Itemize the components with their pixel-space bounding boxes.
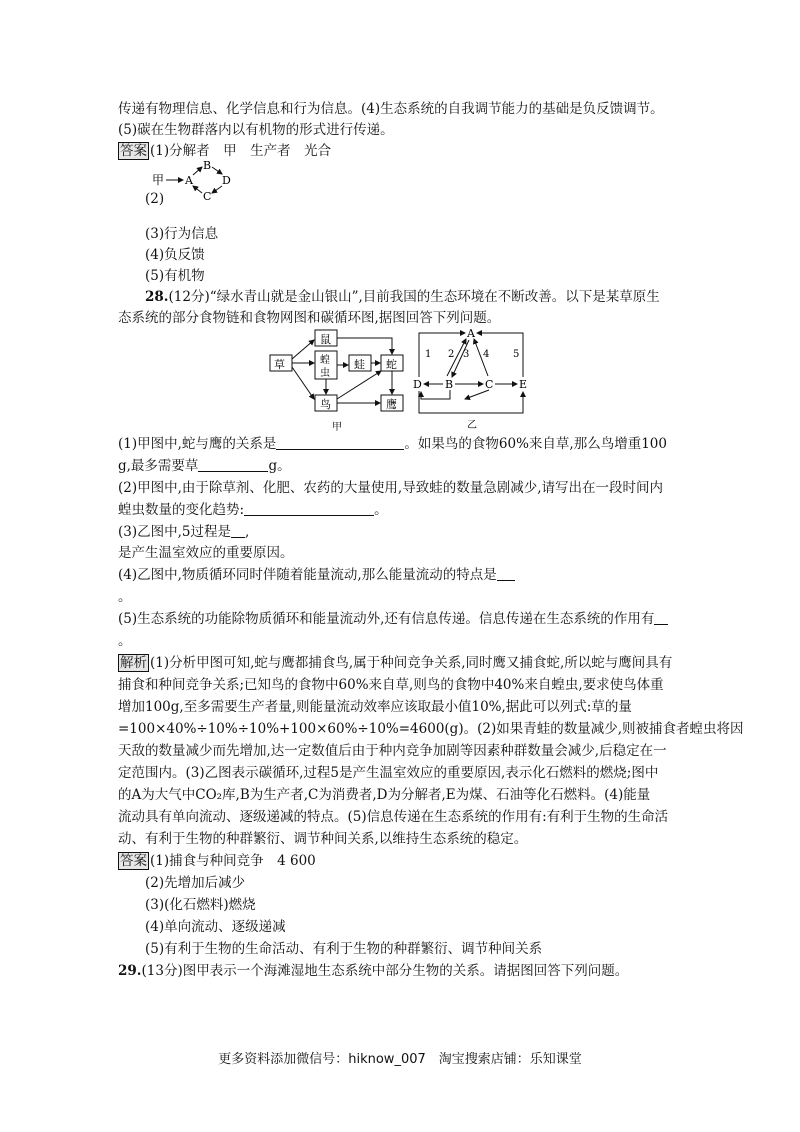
answer-diagram — [150, 160, 250, 208]
question-item: 是产生温室效应的重要原因。 — [118, 545, 294, 561]
text-line: 传递有物理信息、化学信息和行为信息。(4)生态系统的自我调节能力的基础是负反馈调节。 — [118, 101, 664, 117]
question-text: (1)甲图中,蛇与鹰的关系是 — [118, 436, 277, 452]
question-number: 29. — [118, 963, 142, 979]
carbon-e: E — [519, 378, 528, 391]
carbon-process-4: 4 — [483, 349, 490, 360]
answer-blank[interactable] — [276, 435, 404, 450]
food-web-frog: 蛙 — [354, 358, 365, 371]
food-web-caption: 甲 — [332, 422, 342, 433]
analysis-tag: 解析 — [120, 655, 147, 671]
diagram-label: A — [185, 174, 193, 187]
question-text: (3)乙图中,5过程是 — [118, 524, 232, 540]
analysis-line: 增加100g,至多需要生产者量,则能量流动效率应该取最小值10%,据此可以列式:草的量 — [118, 699, 632, 715]
answer-line: (4)单向流动、逐级递减 — [145, 919, 286, 935]
answer-line: (2)先增加后减少 — [145, 875, 246, 891]
food-web-mouse: 鼠 — [320, 333, 331, 346]
analysis-line: =100×40%÷10%÷10%+100×60%÷10%=4600(g)。(2)如果青蛙的数量减少,则被捕食者蝗虫将因 — [118, 721, 744, 737]
question-text: (12分)“绿水青山就是金山银山”,目前我国的生态环境在不断改善。以下是某草原生 — [168, 289, 660, 305]
carbon-d: D — [413, 378, 422, 391]
analysis-line: 定范围内。(3)乙图表示碳循环,过程5是产生温室效应的重要原因,表示化石燃料的燃烧;图中 — [118, 765, 659, 781]
question-item — [118, 565, 515, 585]
analysis-line: 捕食和种间竞争关系;已知鸟的食物中60%来自草,则鸟的食物中40%来自蝗虫,要求使鸟体重 — [118, 677, 664, 693]
carbon-process-3: 3 — [463, 349, 470, 360]
question-intro: 态系统的部分食物链和食物网图和碳循环图,据图回答下列问题。 — [118, 310, 501, 326]
carbon-a: A — [467, 327, 475, 340]
question-item — [118, 609, 668, 629]
text-line: (5)碳在生物群落内以有机物的形式进行传递。 — [118, 122, 394, 138]
analysis-text: (1)分析甲图可知,蛇与鹰都捕食鸟,属于种间竞争关系,同时鹰又捕食蛇,所以蛇与鹰间具有 — [150, 655, 673, 671]
food-web-diagram — [265, 325, 410, 435]
question-text: 。 — [374, 502, 388, 518]
carbon-process-1: 1 — [425, 349, 432, 360]
question-item: 。 — [118, 589, 132, 605]
carbon-c: C — [485, 378, 494, 391]
diagram-label: 甲 — [152, 173, 165, 187]
question-text: (5)生态系统的功能除物质循环和能量流动外,还有信息传递。信息传递在生态系统的作用有 — [118, 611, 655, 627]
food-web-eagle: 鹰 — [386, 398, 397, 411]
answer-text: (1)分解者 甲 生产者 光合 — [150, 143, 332, 159]
analysis-line: 流动具有单向流动、逐级递减的特点。(5)信息传递在生态系统的作用有:有利于生物的生命活 — [118, 809, 669, 825]
question-intro — [118, 961, 628, 981]
question-item: (2)甲图中,由于除草剂、化肥、农药的大量使用,导致蛙的数量急剧减少,请写出在一段时间内 — [118, 480, 663, 496]
question-text: , — [245, 524, 250, 540]
analysis-line: 的A为大气中CO₂库,B为生产者,C为消费者,D为分解者,E为煤、石油等化石燃料。(4)能量 — [118, 787, 651, 803]
answer-blank[interactable] — [497, 566, 515, 581]
question-item — [118, 500, 388, 520]
question-text: 蝗虫数量的变化趋势: — [118, 502, 245, 518]
answer-line: (3)(化石燃料)燃烧 — [145, 897, 256, 913]
answer-line: (3)行为信息 — [145, 226, 219, 242]
question-intro — [145, 287, 660, 307]
answer-line: (2) — [145, 191, 165, 207]
answer-blank[interactable] — [198, 457, 268, 472]
question-text: g。 — [268, 458, 291, 474]
food-web-locust: 虫 — [320, 368, 330, 379]
food-web-grass: 草 — [274, 358, 285, 371]
question-item — [118, 522, 249, 542]
answer-line: (4)负反馈 — [145, 247, 205, 263]
question-item — [118, 456, 291, 476]
answer-tag: 答案 — [120, 853, 147, 869]
carbon-cycle-caption: 乙 — [467, 420, 477, 431]
diagram-label: C — [203, 190, 212, 203]
answer-text: (1)捕食与种间竞争 4 600 — [150, 853, 316, 869]
carbon-process-2: 2 — [448, 349, 455, 360]
question-item: 。 — [118, 633, 132, 649]
food-web-bird: 鸟 — [320, 398, 331, 411]
question-text: (13分)图甲表示一个海滩湿地生态系统中部分生物的关系。请据图回答下列问题。 — [141, 963, 629, 979]
question-text: 。如果鸟的食物60%来自草,那么鸟增重100 — [404, 436, 667, 452]
question-text: g,最多需要草 — [118, 458, 199, 474]
answer-blank[interactable] — [654, 610, 668, 625]
answer-blank[interactable] — [231, 523, 245, 538]
answer-blank[interactable] — [244, 501, 374, 516]
question-number: 28. — [145, 289, 169, 305]
answer-line — [118, 141, 331, 161]
food-web-snake: 蛇 — [386, 358, 397, 371]
carbon-b: B — [445, 378, 454, 391]
answer-tag: 答案 — [120, 143, 147, 159]
carbon-process-5: 5 — [513, 349, 520, 360]
food-web-locust: 蝗 — [320, 355, 330, 366]
question-item — [118, 434, 667, 454]
analysis-line — [118, 653, 672, 673]
diagram-label: D — [222, 174, 231, 187]
diagram-label: B — [203, 160, 212, 172]
page-footer: 更多资料添加微信号：hiknow_007 淘宝搜索店铺：乐知课堂 — [218, 1052, 582, 1067]
analysis-line: 天敌的数量减少而先增加,达一定数值后由于种内竞争加剧等因素种群数量会减少,后稳定在一 — [118, 743, 667, 759]
carbon-cycle-diagram — [405, 325, 535, 435]
question-text: (4)乙图中,物质循环同时伴随着能量流动,那么能量流动的特点是 — [118, 567, 497, 583]
answer-line: (5)有利于生物的生命活动、有利于生物的种群繁衍、调节种间关系 — [145, 941, 543, 957]
analysis-line: 动、有利于生物的种群繁衍、调节种间关系,以维持生态系统的稳定。 — [118, 831, 528, 847]
answer-line: (5)有机物 — [145, 268, 205, 284]
answer-line — [118, 851, 316, 871]
